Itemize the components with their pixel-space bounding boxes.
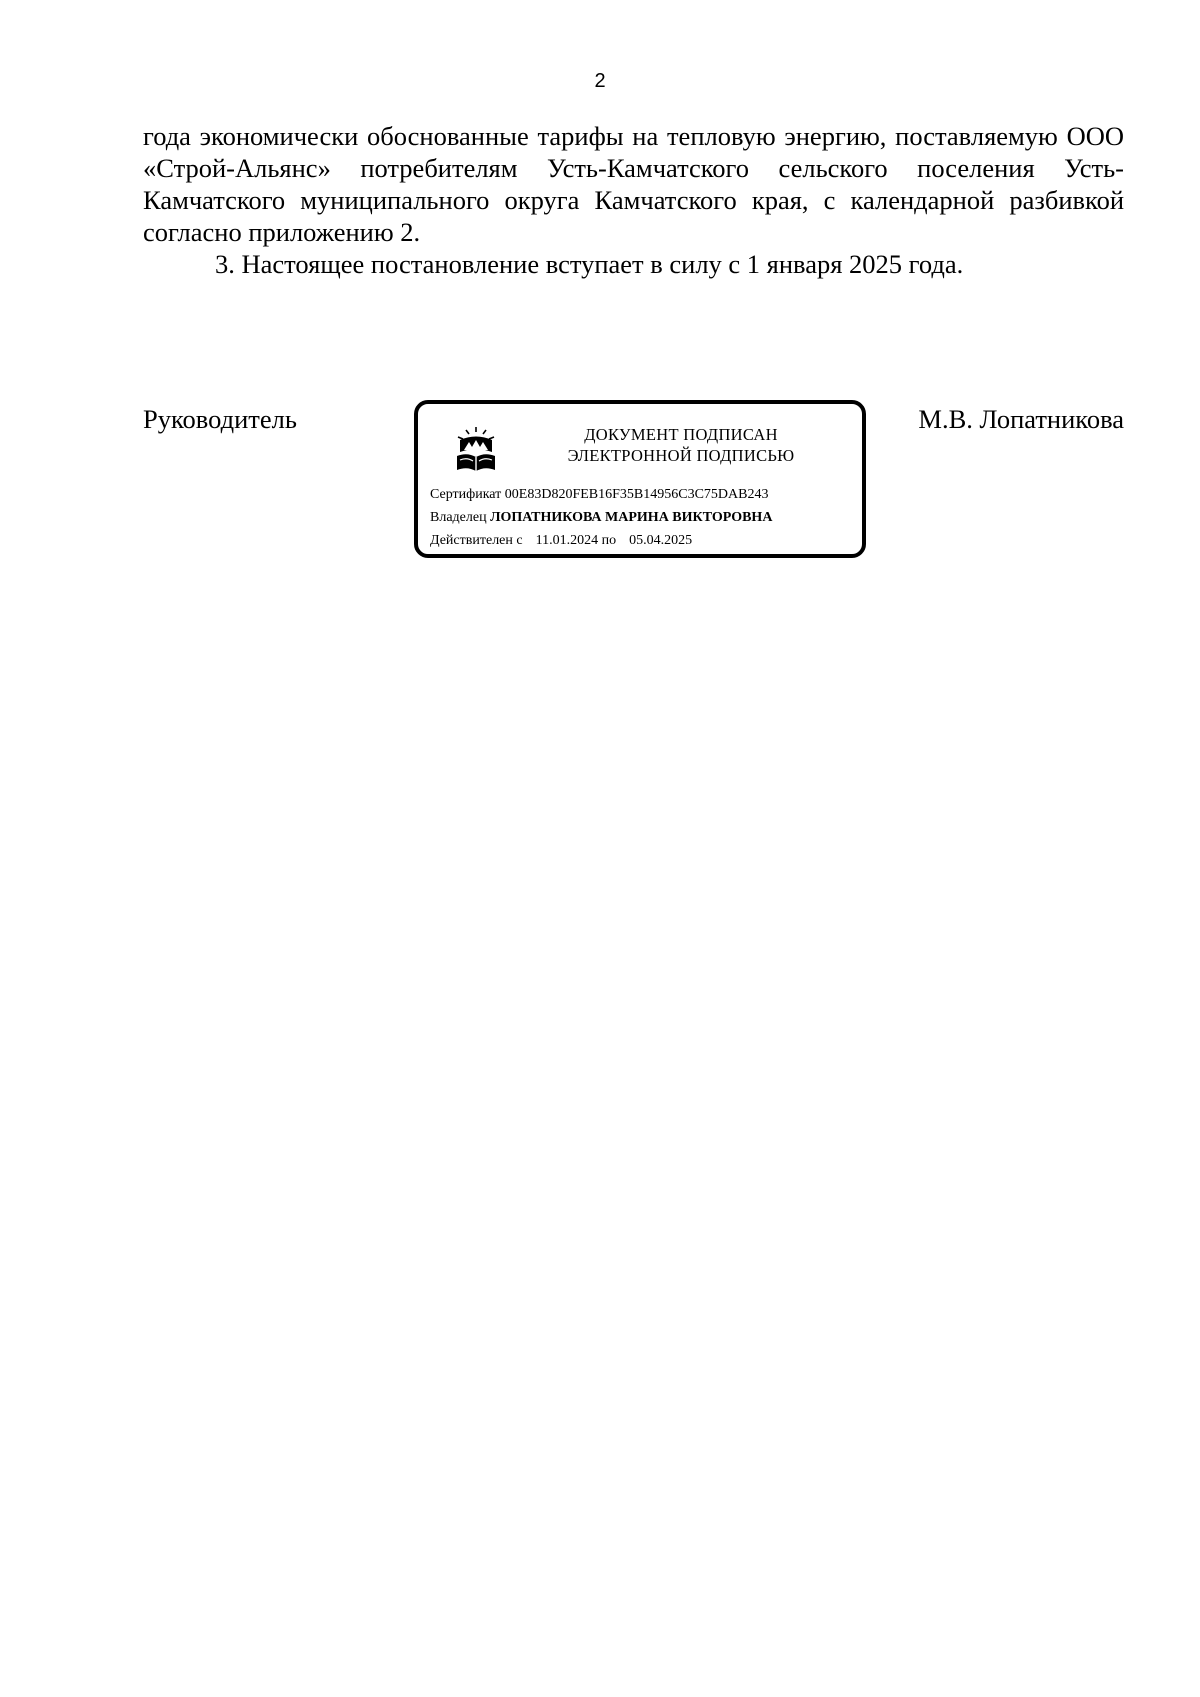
kamchatka-emblem-icon <box>454 426 498 476</box>
stamp-validity <box>430 532 692 550</box>
paragraph-tariffs: года экономически обоснованные тарифы на тепловую энергию, поставляемую ООО «Строй-Альянс» потребителям Усть-Камчатского сельского поселения Усть-Камчатского муниципального округа Камчатского края, с календарной разбивкой согласно приложению 2. <box>143 121 1124 247</box>
stamp-certificate <box>430 486 768 504</box>
owner-label: Владелец <box>430 510 487 525</box>
electronic-signature-stamp <box>414 400 866 558</box>
stamp-heading-line2: ЭЛЕКТРОННОЙ ПОДПИСЬЮ <box>567 446 795 465</box>
signature-name: М.В. Лопатникова <box>918 404 1124 434</box>
stamp-owner <box>430 509 772 527</box>
certificate-value: 00E83D820FEB16F35B14956C3C75DAB243 <box>504 487 769 502</box>
valid-from-date: 11.01.2024 <box>535 533 599 548</box>
valid-to-date: 05.04.2025 <box>629 533 693 548</box>
stamp-heading-line1: ДОКУМЕНТ ПОДПИСАН <box>584 425 778 444</box>
owner-value: ЛОПАТНИКОВА МАРИНА ВИКТОРОВНА <box>490 510 773 525</box>
certificate-label: Сертификат <box>430 487 502 502</box>
valid-to-label: по <box>601 533 617 548</box>
page-number: 2 <box>594 70 606 92</box>
valid-from-label: Действителен с <box>430 533 523 548</box>
document-body <box>143 120 1124 280</box>
signature-position: Руководитель <box>143 404 297 434</box>
paragraph-effective-date: 3. Настоящее постановление вступает в силу с 1 января 2025 года. <box>215 249 964 279</box>
stamp-heading <box>526 424 836 466</box>
